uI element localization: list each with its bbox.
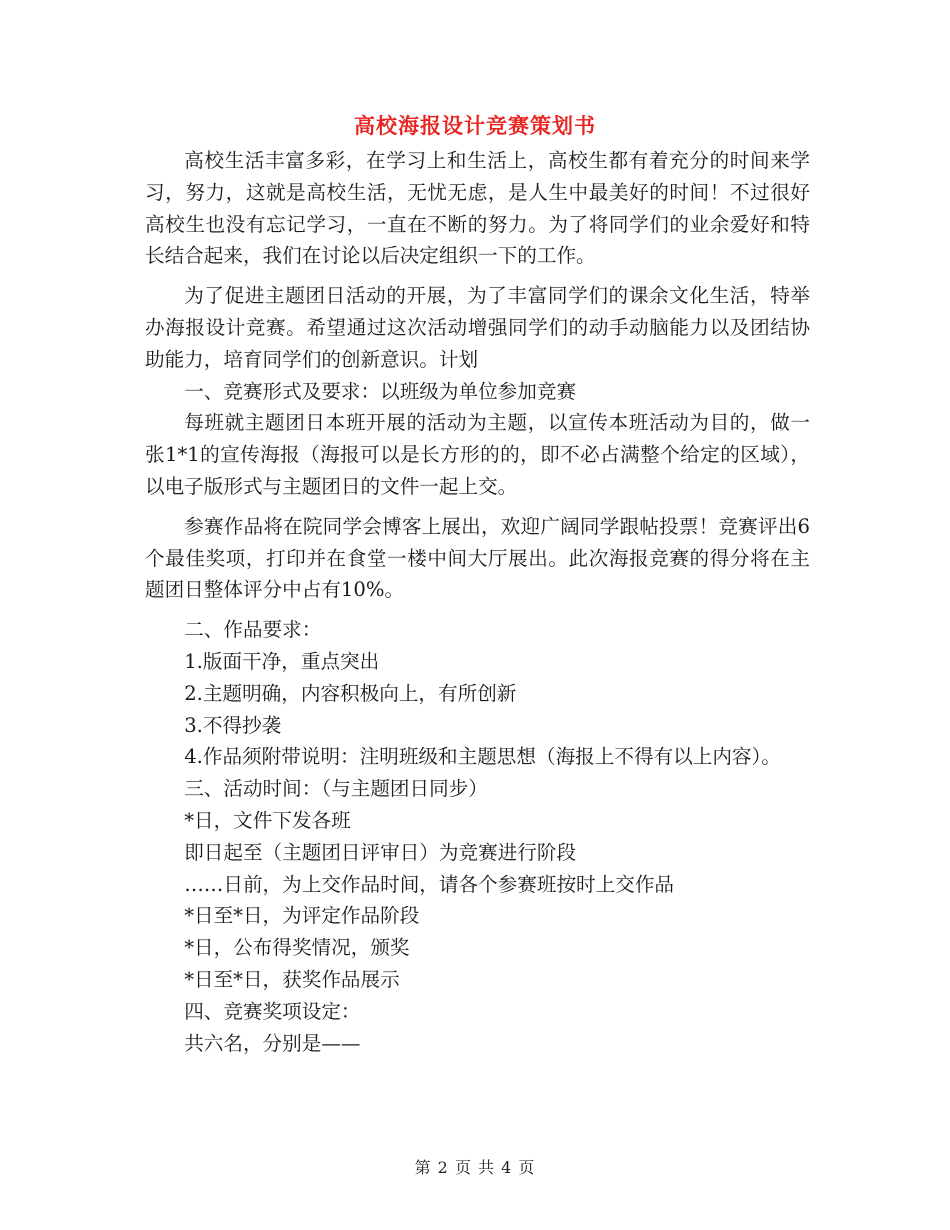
schedule-item: *日至*日，获奖作品展示 — [184, 967, 400, 991]
section-heading-requirements: 二、作品要求： — [184, 618, 322, 642]
page-number: 第 2 页 共 4 页 — [414, 1158, 536, 1177]
requirement-item: 1.版面干净，重点突出 — [184, 649, 380, 673]
schedule-item: *日，文件下发各班 — [184, 808, 351, 832]
schedule-item: *日，公布得奖情况，颁奖 — [184, 936, 410, 960]
schedule-item: 即日起至（主题团日评审日）为竞赛进行阶段 — [184, 840, 577, 864]
requirement-item: 3.不得抄袭 — [184, 713, 282, 737]
paragraph-format-detail: 每班就主题团日本班开展的活动为主题，以宣传本班活动为目的，做一张1*1的宣传海报（海报可以是长方形的的，即不必占满整个给定的区域），以电子版形式与主题团日的文件一起上交。 — [145, 411, 810, 498]
requirement-item: 4.作品须附带说明：注明班级和主题思想（海报上不得有以上内容）。 — [184, 745, 781, 769]
section-heading-format: 一、竞赛形式及要求：以班级为单位参加竞赛 — [184, 379, 577, 403]
schedule-item: ……日前，为上交作品时间，请各个参赛班按时上交作品 — [184, 872, 675, 896]
requirement-item: 2.主题明确，内容积极向上，有所创新 — [184, 681, 517, 705]
document-title: 高校海报设计竞赛策划书 — [354, 113, 596, 138]
paragraph-purpose: 为了促进主题团日活动的开展，为了丰富同学们的课余文化生活，特举办海报设计竞赛。希望通过这次活动增强同学们的动手动脑能力以及团结协助能力，培育同学们的创新意识。计划 — [145, 284, 810, 371]
document-body — [145, 145, 810, 1059]
paragraph-intro: 高校生活丰富多彩，在学习上和生活上，高校生都有着充分的时间来学习，努力，这就是高校生活，无忧无虑，是人生中最美好的时间！不过很好高校生也没有忘记学习，一直在不断的努力。为了将同学们的业余爱好和特长结合起来，我们在讨论以后决定组织一下的工作。 — [145, 149, 810, 268]
awards-item: 共六名，分别是—— — [184, 1031, 361, 1055]
schedule-item: *日至*日，为评定作品阶段 — [184, 904, 420, 928]
section-heading-awards: 四、竞赛奖项设定： — [184, 999, 361, 1023]
paragraph-exhibition: 参赛作品将在院同学会博客上展出，欢迎广阔同学跟帖投票！竞赛评出6个最佳奖项，打印并在食堂一楼中间大厅展出。此次海报竞赛的得分将在主题团日整体评分中占有10%。 — [145, 514, 810, 602]
section-heading-schedule: 三、活动时间：（与主题团日同步） — [184, 777, 488, 801]
